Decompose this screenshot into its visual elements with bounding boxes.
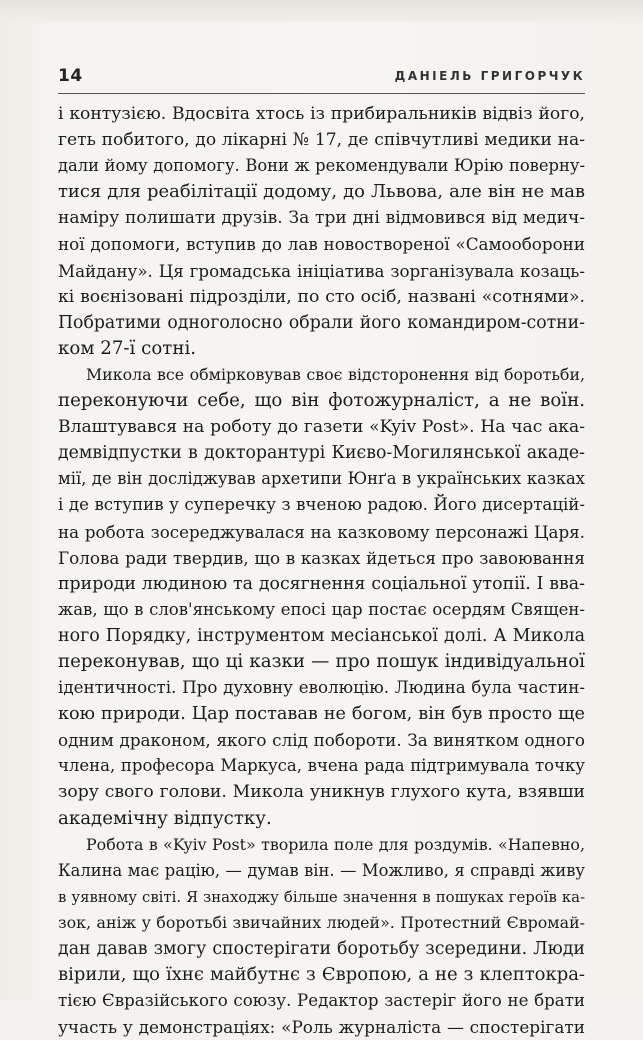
text-line: кі воєнізовані підрозділи, по сто осіб, названі «сотнями». xyxy=(58,286,585,307)
text-line: зок, аніж у боротьбі звичайних людей». Протестний Євромай- xyxy=(58,912,585,932)
text-line: ного Порядку, інструментом месіанської долі. А Микола xyxy=(58,625,585,646)
text-line: Калина має рацію, — думав він. — Можливо, я справді живу xyxy=(58,860,585,880)
text-line: Влаштувався на роботу до газети «Kyiv Post». На час ака- xyxy=(58,417,585,438)
text-line: і де вступив у суперечку з вченою радою. Його дисертацій- xyxy=(58,495,585,515)
header-rule xyxy=(58,93,585,94)
text-line: геть побитого, до лікарні № 17, де співчутливі медики на- xyxy=(58,130,585,151)
text-line: вірили, що їхнє майбутнє з Європою, а не з клептокра- xyxy=(58,964,585,986)
page-top-edge xyxy=(0,0,643,22)
text-line: демвідпустки в докторантурі Києво-Могилянської акаде- xyxy=(58,443,585,464)
paragraph-1 xyxy=(58,101,585,362)
text-line: Майдану». Ця громадська ініціатива зорганізувала козаць- xyxy=(58,260,585,281)
text-line: члена, професора Маркуса, вчена рада підтримувала точку xyxy=(58,756,585,776)
text-line: переконував, що ці казки — про пошук індивідуальної xyxy=(58,650,585,672)
text-line: зору свого голови. Микола уникнув глухого кута, взявши xyxy=(58,782,585,803)
paragraph-3 xyxy=(58,832,585,1040)
text-line: ідентичності. Про духовну еволюцію. Людина була частин- xyxy=(58,678,585,698)
text-line: дали йому допомогу. Вони ж рекомендували Юрію поверну- xyxy=(58,156,585,176)
text-line: Микола все обмірковував своє відсторонення від боротьби, xyxy=(86,364,585,384)
text-line: Голова ради твердив, що в казках йдеться про завоювання xyxy=(58,547,585,568)
text-line: ної допомоги, вступив до лав новоствореної «Самооборони xyxy=(58,234,585,255)
body-text xyxy=(58,101,585,1040)
text-line: ком 27-ї сотні. xyxy=(58,337,197,359)
text-line: і контузією. Вдосвіта хтось із прибиральників відвіз його, xyxy=(58,104,585,124)
text-line: в уявному світі. Я знаходжу більше значення в пошуках героїв ка- xyxy=(58,887,585,906)
page-header xyxy=(58,66,585,92)
text-line: природи людиною та досягнення соціальної утопії. І вва- xyxy=(58,573,585,594)
text-line: дан давав змогу спостерігати боротьбу зсередини. Люди xyxy=(58,939,585,959)
text-line: мії, де він досліджував архетипи Юнґа в українських казках xyxy=(58,469,585,489)
text-line: на робота зосереджувалася на казковому персонажі Царя. xyxy=(58,521,585,542)
paragraph-2 xyxy=(58,362,585,832)
text-line: жав, що в слов'янському епосі цар постає осердям Священ- xyxy=(58,599,585,619)
text-line: академічну відпустку. xyxy=(58,807,272,829)
text-line: наміру полишати друзів. За три дні відмовився від медич- xyxy=(58,208,585,229)
text-line: Робота в «Kyiv Post» творила поле для роздумів. «Напевно, xyxy=(86,834,585,854)
running-head-author: ДАНІЕЛЬ ГРИГОРЧУК xyxy=(394,69,585,83)
page-number: 14 xyxy=(58,66,83,86)
text-line: тися для реабілітації додому, до Львова, але він не мав xyxy=(58,181,585,203)
text-line: одним драконом, якого слід побороти. За винятком одного xyxy=(58,730,585,751)
text-line: переконуючи себе, що він фотожурналіст, а не воїн. xyxy=(58,390,585,412)
text-line: тією Євразійського союзу. Редактор застеріг його не брати xyxy=(58,991,585,1011)
text-line: Побратими одноголосно обрали його командиром-сотни- xyxy=(58,312,585,333)
text-line: кою природи. Цар поставав не богом, він був просто ще xyxy=(58,704,585,725)
text-line: участь у демонстраціях: «Роль журналіста — спостерігати xyxy=(58,1017,585,1038)
